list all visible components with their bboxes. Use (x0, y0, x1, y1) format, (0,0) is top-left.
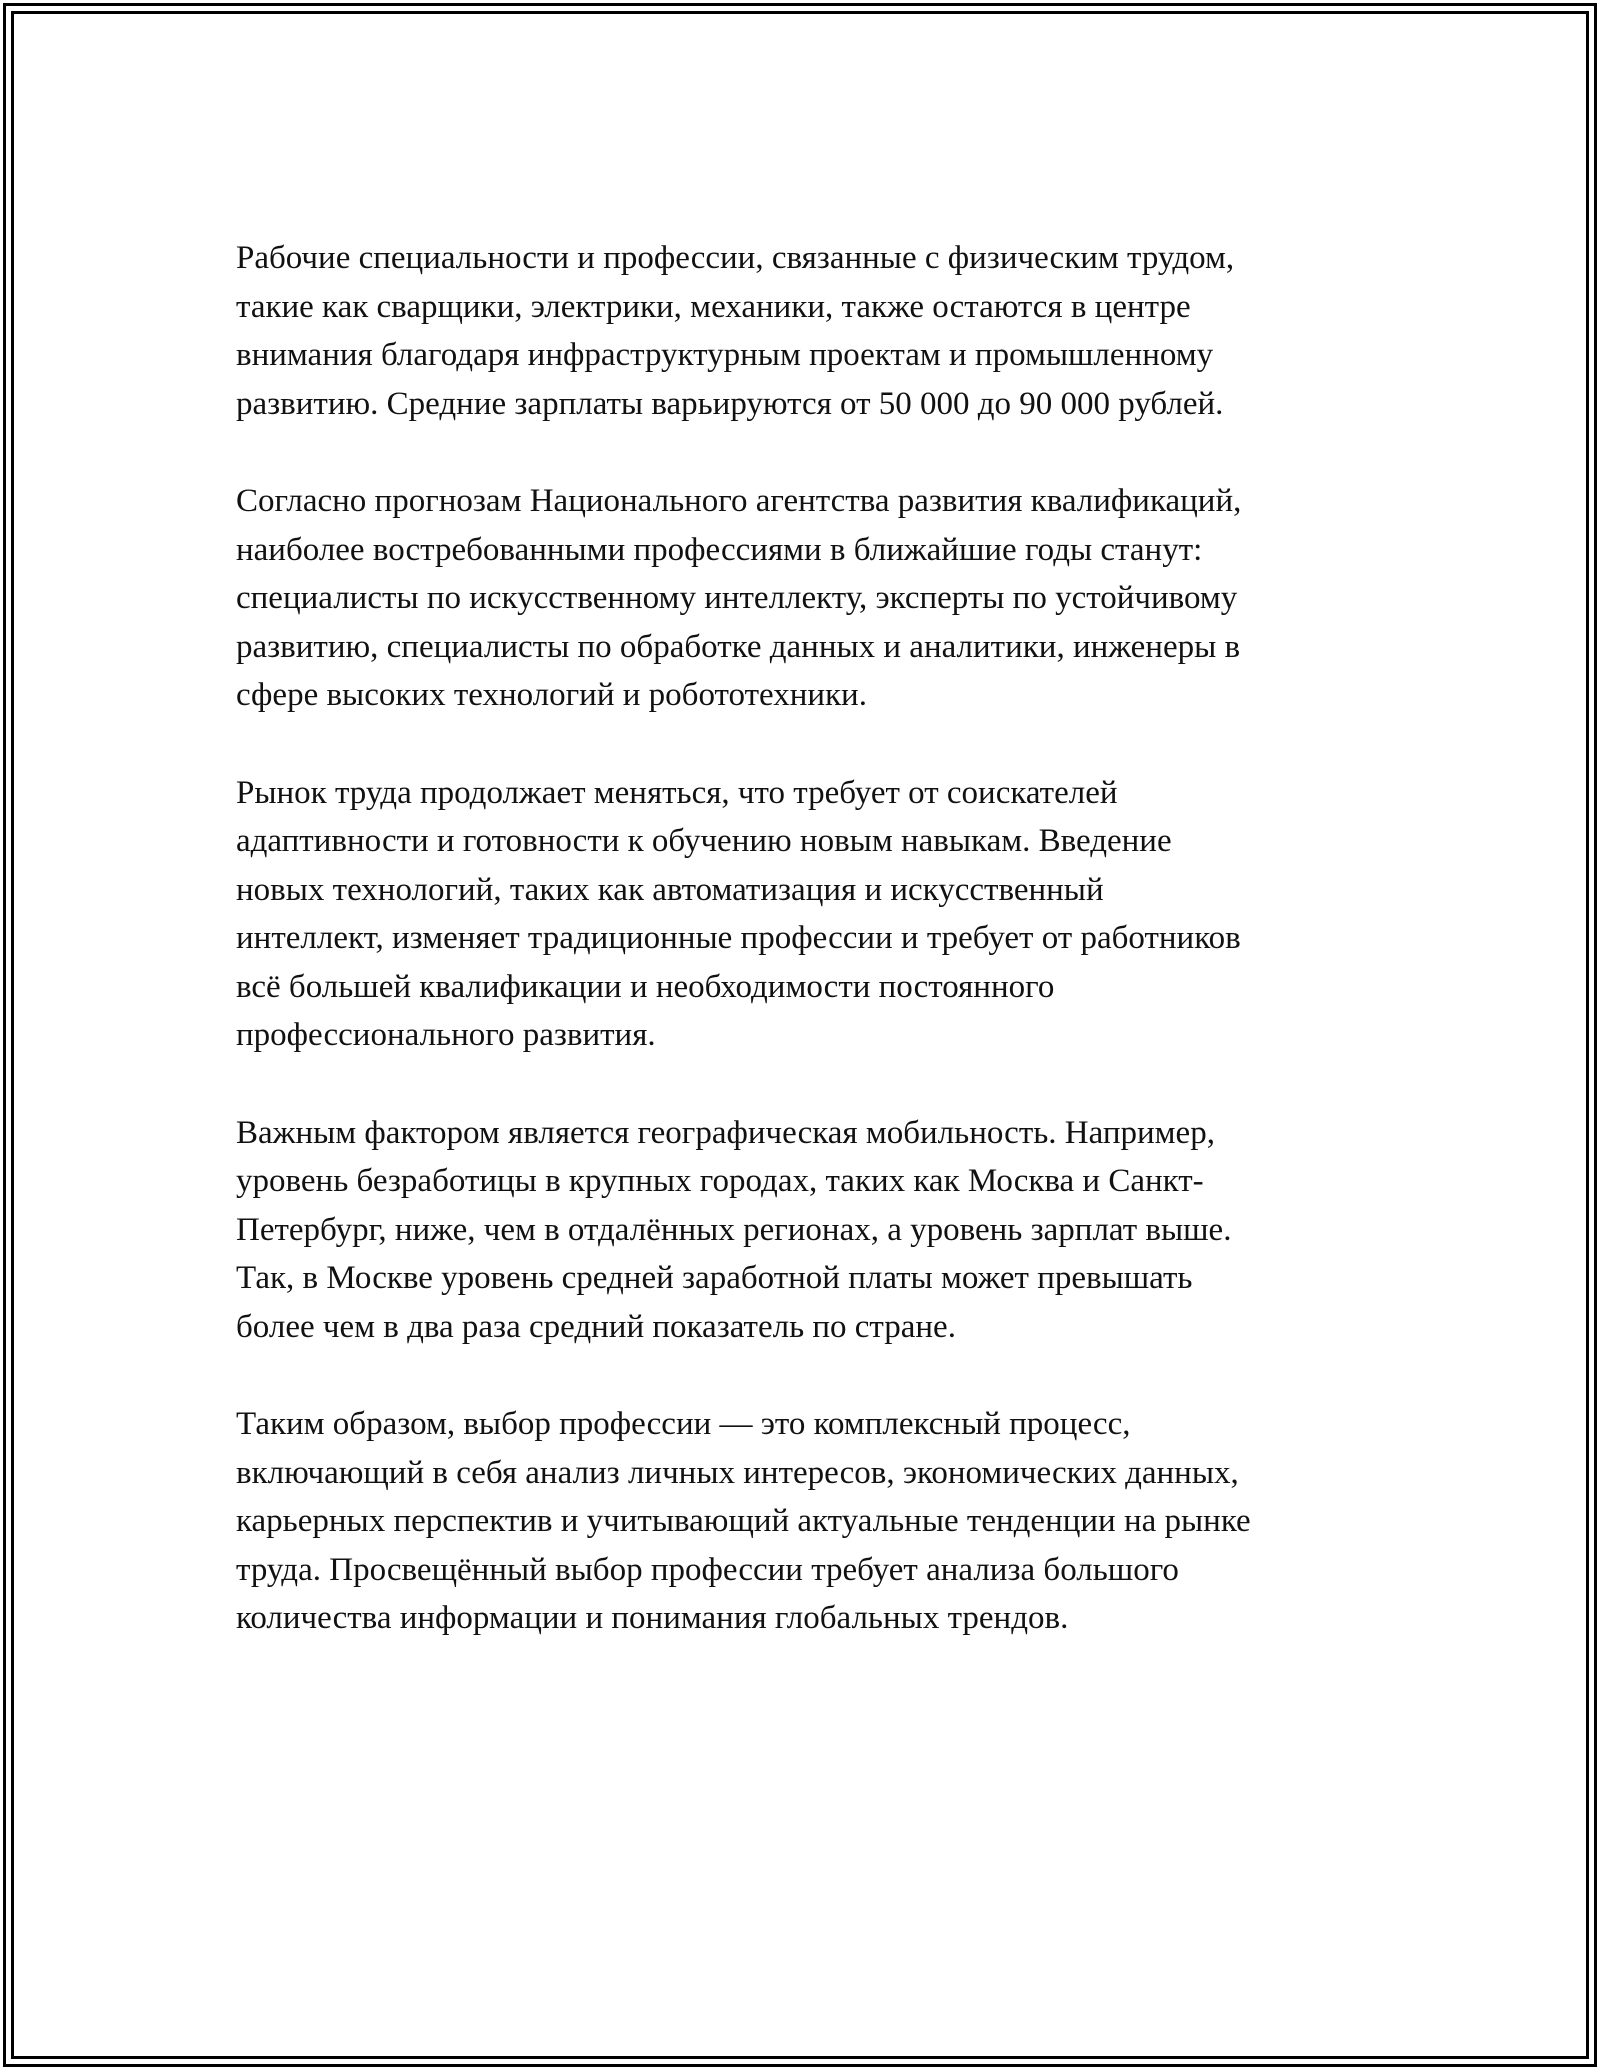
document-body (236, 234, 1416, 1692)
paragraph-skilled-trades: Рабочие специальности и профессии, связанные с физическим трудом, такие как сварщики, электрики, механики, также остаются в центре внимания благодаря инфраструктурным проектам и промышленному развитию. Средние зарплаты варьируются от 50 000 до 90 000 рублей. (236, 240, 1235, 422)
paragraph-geographic-mobility: Важным фактором является географическая мобильность. Например, уровень безработицы в крупных городах, таких как Москва и Санкт- Петербург, ниже, чем в отдалённых регионах, а уровень зарплат выше. Так, в Москве уровень средней заработной платы может превышать более чем в два раза средний показатель по стране. (236, 1114, 1232, 1345)
paragraph-forecast-professions: Согласно прогнозам Национального агентства развития квалификаций, наиболее востребованными профессиями в ближайшие годы станут: специалисты по искусственному интеллекту, эксперты по устойчивому развитию, специалисты по обработке данных и аналитики, инженеры в сфере высоких технологий и робототехники. (236, 483, 1242, 713)
paragraph-labor-market: Рынок труда продолжает меняться, что требует от соискателей адаптивности и готовности к обучению новым навыкам. Введение новых технологий, таких как автоматизация и искусственный интеллект, изменяет традиционные профессии и требует от работников всё большей квалификации и необходимости постоянного профессионального развития. (236, 774, 1241, 1053)
paragraph-conclusion: Таким образом, выбор профессии — это комплексный процесс, включающий в себя анализ личных интересов, экономических данных, карьерных перспектив и учитывающий актуальные тенденции на рынке труда. Просвещённый выбор профессии требует анализа большого количества информации и понимания глобальных трендов. (236, 1406, 1251, 1636)
